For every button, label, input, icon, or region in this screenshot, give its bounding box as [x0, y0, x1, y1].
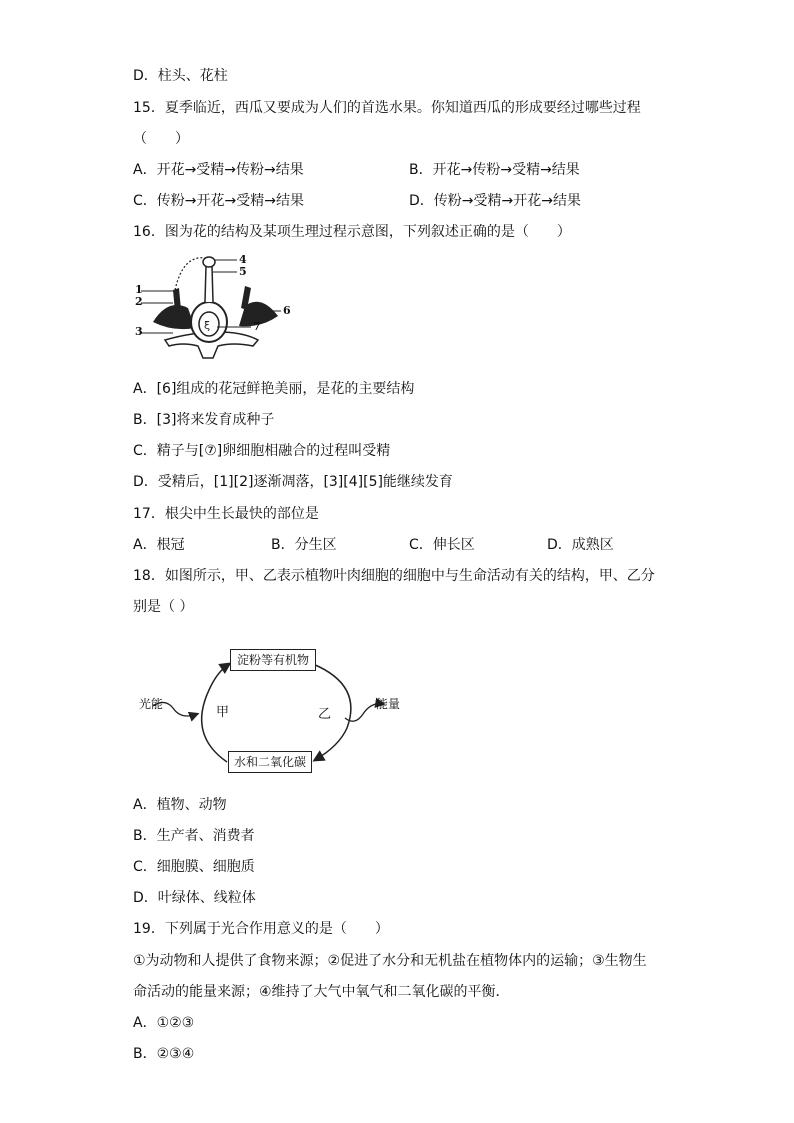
figure-number-3: 3	[135, 325, 143, 338]
q16-option-c: C．精子与[⑦]卵细胞相融合的过程叫受精	[133, 443, 391, 459]
q19-statement-line2: 命活动的能量来源；④维持了大气中氧气和二氧化碳的平衡．	[133, 984, 510, 1000]
q15-option-a: A．开花→受精→传粉→结果	[133, 162, 304, 178]
q19-option-a: A．①②③	[133, 1015, 195, 1031]
q14-option-d: D．柱头、花柱	[133, 68, 228, 84]
q15-option-b: B．开花→传粉→受精→结果	[409, 162, 580, 178]
q19-option-b: B．②③④	[133, 1046, 195, 1062]
light-energy-label: 光能	[139, 697, 164, 711]
q17-stem: 17．根尖中生长最快的部位是	[133, 506, 319, 522]
organic-matter-box: 淀粉等有机物	[230, 649, 316, 671]
figure-number-7: 7	[253, 320, 261, 333]
figure-number-2: 2	[135, 295, 143, 308]
q18-option-d: D．叶绿体、线粒体	[133, 890, 256, 906]
q16-option-d: D．受精后，[1][2]逐渐凋落，[3][4][5]能继续发育	[133, 474, 453, 490]
q17-option-c: C．伸长区	[409, 537, 475, 553]
q16-option-a: A．[6]组成的花冠鲜艳美丽，是花的主要结构	[133, 381, 415, 397]
yi-label: 乙	[318, 707, 332, 722]
energy-cycle-diagram	[133, 640, 423, 780]
q16-option-b: B．[3]将来发育成种子	[133, 412, 275, 428]
figure-number-6: 6	[283, 304, 291, 317]
energy-output-label: 能量	[376, 697, 401, 711]
q17-option-b: B．分生区	[271, 537, 337, 553]
figure-number-1: 1	[135, 283, 143, 296]
figure-number-5: 5	[239, 265, 247, 278]
q18-option-a: A．植物、动物	[133, 797, 227, 813]
svg-text:ξ: ξ	[204, 319, 211, 332]
q18-stem-line1: 18．如图所示，甲、乙表示植物叶肉细胞的细胞中与生命活动有关的结构，甲、乙分	[133, 568, 655, 584]
q19-statement-line1: ①为动物和人提供了食物来源；②促进了水分和无机盐在植物体内的运输；③生物生	[133, 953, 647, 969]
q18-option-b: B．生产者、消费者	[133, 828, 255, 844]
q15-option-c: C．传粉→开花→受精→结果	[133, 193, 304, 209]
figure-number-4: 4	[239, 253, 247, 266]
q19-stem: 19．下列属于光合作用意义的是（ ）	[133, 921, 389, 937]
q15-option-d: D．传粉→受精→开花→结果	[409, 193, 581, 209]
q18-option-c: C．细胞膜、细胞质	[133, 859, 255, 875]
q15-answer-blank: （ ）	[133, 131, 189, 147]
q15-stem: 15．夏季临近，西瓜又要成为人们的首选水果。你知道西瓜的形成要经过哪些过程	[133, 100, 641, 116]
q16-stem: 16．图为花的结构及某项生理过程示意图，下列叙述正确的是（ ）	[133, 224, 571, 240]
q17-option-a: A．根冠	[133, 537, 185, 553]
water-co2-box: 水和二氧化碳	[228, 751, 312, 773]
flower-structure-figure	[133, 250, 303, 360]
jia-label: 甲	[216, 705, 230, 720]
q17-option-d: D．成熟区	[547, 537, 614, 553]
q18-stem-line2: 别是（ ）	[133, 599, 194, 615]
